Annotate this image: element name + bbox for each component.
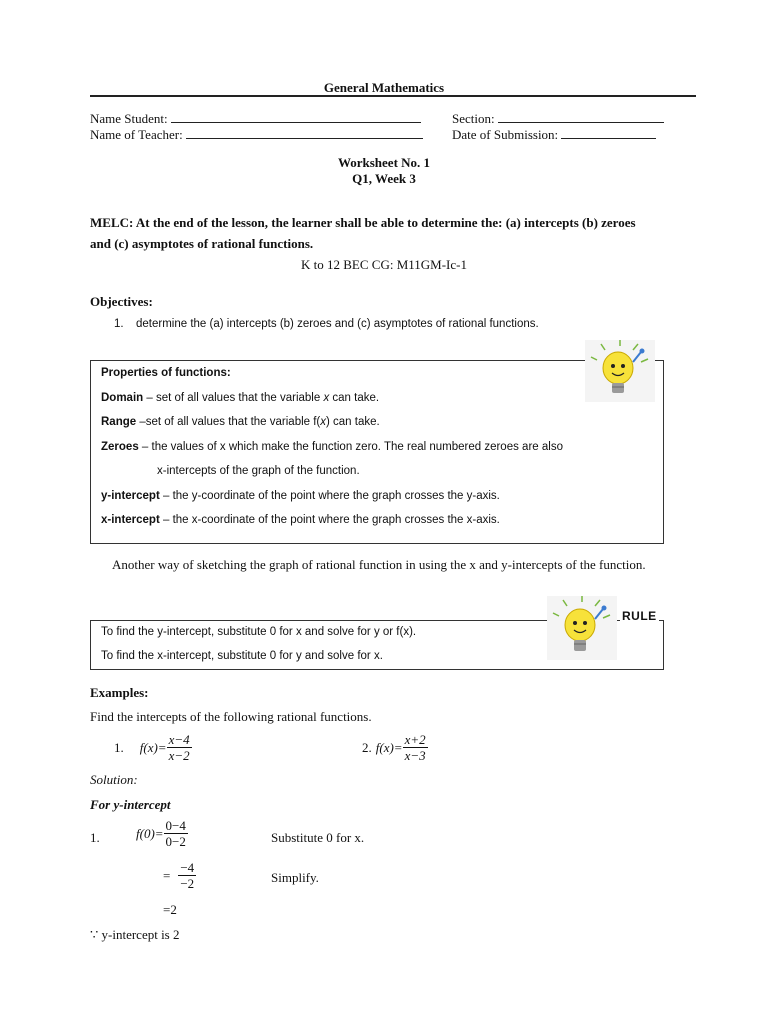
lightbulb-icon [585, 340, 655, 402]
zeroes-definition-2: x-intercepts of the graph of the function. [157, 465, 360, 477]
step-2-equals: = [163, 867, 171, 883]
submission-row [452, 127, 656, 143]
example-1-fraction [167, 732, 192, 763]
step-1-numerator: 0−4 [165, 818, 186, 833]
objectives-heading: Objectives: [90, 294, 153, 309]
melc-line-1: MELC: At the end of the lesson, the learner shall be able to determine the: (a) intercepts (b) zeroes [90, 215, 636, 230]
step-2-note: Simplify. [271, 870, 319, 885]
rule-line-2: To find the x-intercept, substitute 0 for y and solve for x. [101, 650, 383, 662]
step-1-note: Substitute 0 for x. [271, 830, 365, 845]
name-student-row [90, 111, 421, 127]
step-1-number: 1. [90, 830, 100, 845]
step-1 [136, 818, 188, 849]
range-definition: Range –set of all values that the variable f(x) can take. [101, 416, 380, 428]
step-2-numerator: −4 [180, 860, 195, 875]
solution-label: Solution: [90, 772, 138, 787]
lightbulb-icon [547, 596, 617, 660]
worksheet-week: Q1, Week 3 [352, 171, 416, 186]
teacher-field[interactable] [186, 128, 423, 139]
step-1-denominator: 0−2 [165, 834, 186, 849]
step-3: =2 [163, 902, 177, 917]
intro-paragraph: Another way of sketching the graph of rational function in using the x and y-intercepts of the function. [112, 557, 646, 572]
example-1-number: 1. [114, 739, 124, 755]
x-intercept-definition: x-intercept – the x-coordinate of the point where the graph crosses the x-axis. [101, 514, 500, 526]
submission-field[interactable] [561, 128, 656, 139]
example-2-denominator: x−3 [404, 748, 426, 763]
examples-instruction: Find the intercepts of the following rational functions. [90, 709, 372, 724]
section-row [452, 111, 664, 127]
examples-heading: Examples: [90, 685, 149, 700]
rule-line-1: To find the y-intercept, substitute 0 for x and solve for y or f(x). [101, 626, 417, 638]
y-intercept-definition: y-intercept – the y-coordinate of the point where the graph crosses the y-axis. [101, 490, 500, 502]
example-2-number: 2. [362, 739, 372, 755]
zeroes-definition-1: Zeroes – the values of x which make the function zero. The real numbered zeroes are also [101, 441, 563, 453]
rule-label: RULE [622, 609, 657, 623]
teacher-row [90, 127, 423, 143]
properties-box [90, 360, 664, 544]
step-1-lhs: f(0)= [136, 825, 164, 841]
name-student-field[interactable] [171, 112, 421, 123]
section-field[interactable] [498, 112, 664, 123]
example-1-lhs: f(x)= [139, 739, 167, 755]
example-1-denominator: x−2 [168, 748, 190, 763]
step-1-fraction [164, 818, 188, 849]
step-2-fraction [178, 860, 196, 891]
example-2 [362, 732, 428, 763]
step-2 [163, 860, 196, 891]
example-2-numerator: x+2 [404, 732, 426, 747]
objective-text: determine the (a) intercepts (b) zeroes and (c) asymptotes of rational functions. [136, 318, 539, 330]
example-2-lhs: f(x)= [375, 739, 403, 755]
submission-label: Date of Submission: [452, 127, 559, 142]
melc-code: K to 12 BEC CG: M11GM-Ic-1 [301, 257, 467, 272]
worksheet-number: Worksheet No. 1 [337, 155, 431, 170]
page-title: General Mathematics [323, 80, 445, 95]
y-intercept-conclusion: ∵ y-intercept is 2 [90, 927, 180, 942]
y-intercept-heading: For y-intercept [90, 797, 171, 812]
objective-number: 1. [114, 318, 124, 330]
step-2-denominator: −2 [180, 876, 195, 891]
teacher-label: Name of Teacher: [90, 127, 183, 142]
title-rule [90, 95, 696, 97]
properties-title: Properties of functions: [101, 367, 231, 379]
name-student-label: Name Student: [90, 111, 168, 126]
section-label: Section: [452, 111, 495, 126]
example-1 [114, 732, 192, 763]
example-1-numerator: x−4 [168, 732, 190, 747]
melc-line-2: and (c) asymptotes of rational functions. [90, 236, 314, 251]
domain-definition: Domain – set of all values that the variable x can take. [101, 392, 380, 404]
example-2-fraction [403, 732, 428, 763]
